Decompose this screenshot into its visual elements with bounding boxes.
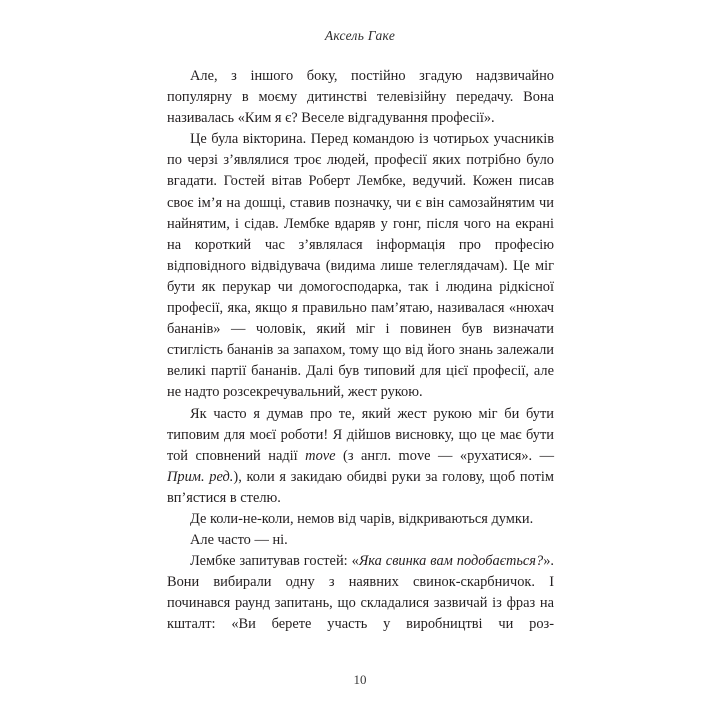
paragraph-6 (167, 551, 554, 635)
text-run: (з англ. move — «рухатися». — (335, 447, 555, 464)
italic-run: move (305, 447, 336, 464)
paragraph-4: Де коли-не-коли, немов від чарів, відкриваються думки. (190, 510, 534, 527)
body-text (167, 66, 554, 636)
paragraph-2: Це була вікторина. Перед командою із чотирьох учасників по черзі з’являлися троє людей, професії яких потрібно було вгадати. Гостей вітав Роберт Лембке, ведучий. Кожен писав своє ім’я на дошці, ставив позначку, чи є він самозайнятим чи найнятим, і сідав. Лембке вдаряв у гонг, після чого на екрані на короткий час з’являлася інформація про професію відповідного відвідувача (видима лише телеглядачам). Це міг бути як перукар чи домогосподарка, так і людина рідкісної професії, яка, якщо я правильно пам’ятаю, називалася «нюхач бананів» — чоловік, який міг і повинен був визначати стиглість бананів за запахом, тому що від його знань залежали великі партії бананів. Далі був типовий для цієї професії, але не надто розсекречувальний, жест рукою. (167, 131, 554, 401)
running-head: Аксель Гаке (324, 28, 396, 43)
text-run: ), коли я закидаю обидві руки за голову, щоб потім вп’ястися в стелю. (167, 468, 554, 506)
text-run: Як часто я думав про те, який жест рукою міг би бути типовим для моєї роботи! Я дійшов висновку, що це має бути той сповнений надії (167, 405, 554, 464)
paragraph-5: Але часто — ні. (190, 532, 288, 549)
text-run: ». Вони вибирали одну з наявних свинок-скарбничок. І починався раунд запитань, що складалися зазвичай із фраз на кшталт: «Ви берете участь у виробництві чи роз- (167, 553, 554, 633)
paragraph-1: Але, з іншого боку, постійно згадую надзвичайно популярну в моєму дитинстві телевізійну передачу. Вона називалась «Ким я є? Веселе відгадування професії». (167, 68, 554, 127)
paragraph-3 (167, 404, 554, 509)
italic-run: Яка свинка вам подобається? (358, 553, 544, 570)
italic-run: Прим. ред. (167, 468, 234, 485)
text-run: Лембке запитував гостей: « (190, 553, 359, 570)
page-number: 10 (353, 672, 367, 687)
